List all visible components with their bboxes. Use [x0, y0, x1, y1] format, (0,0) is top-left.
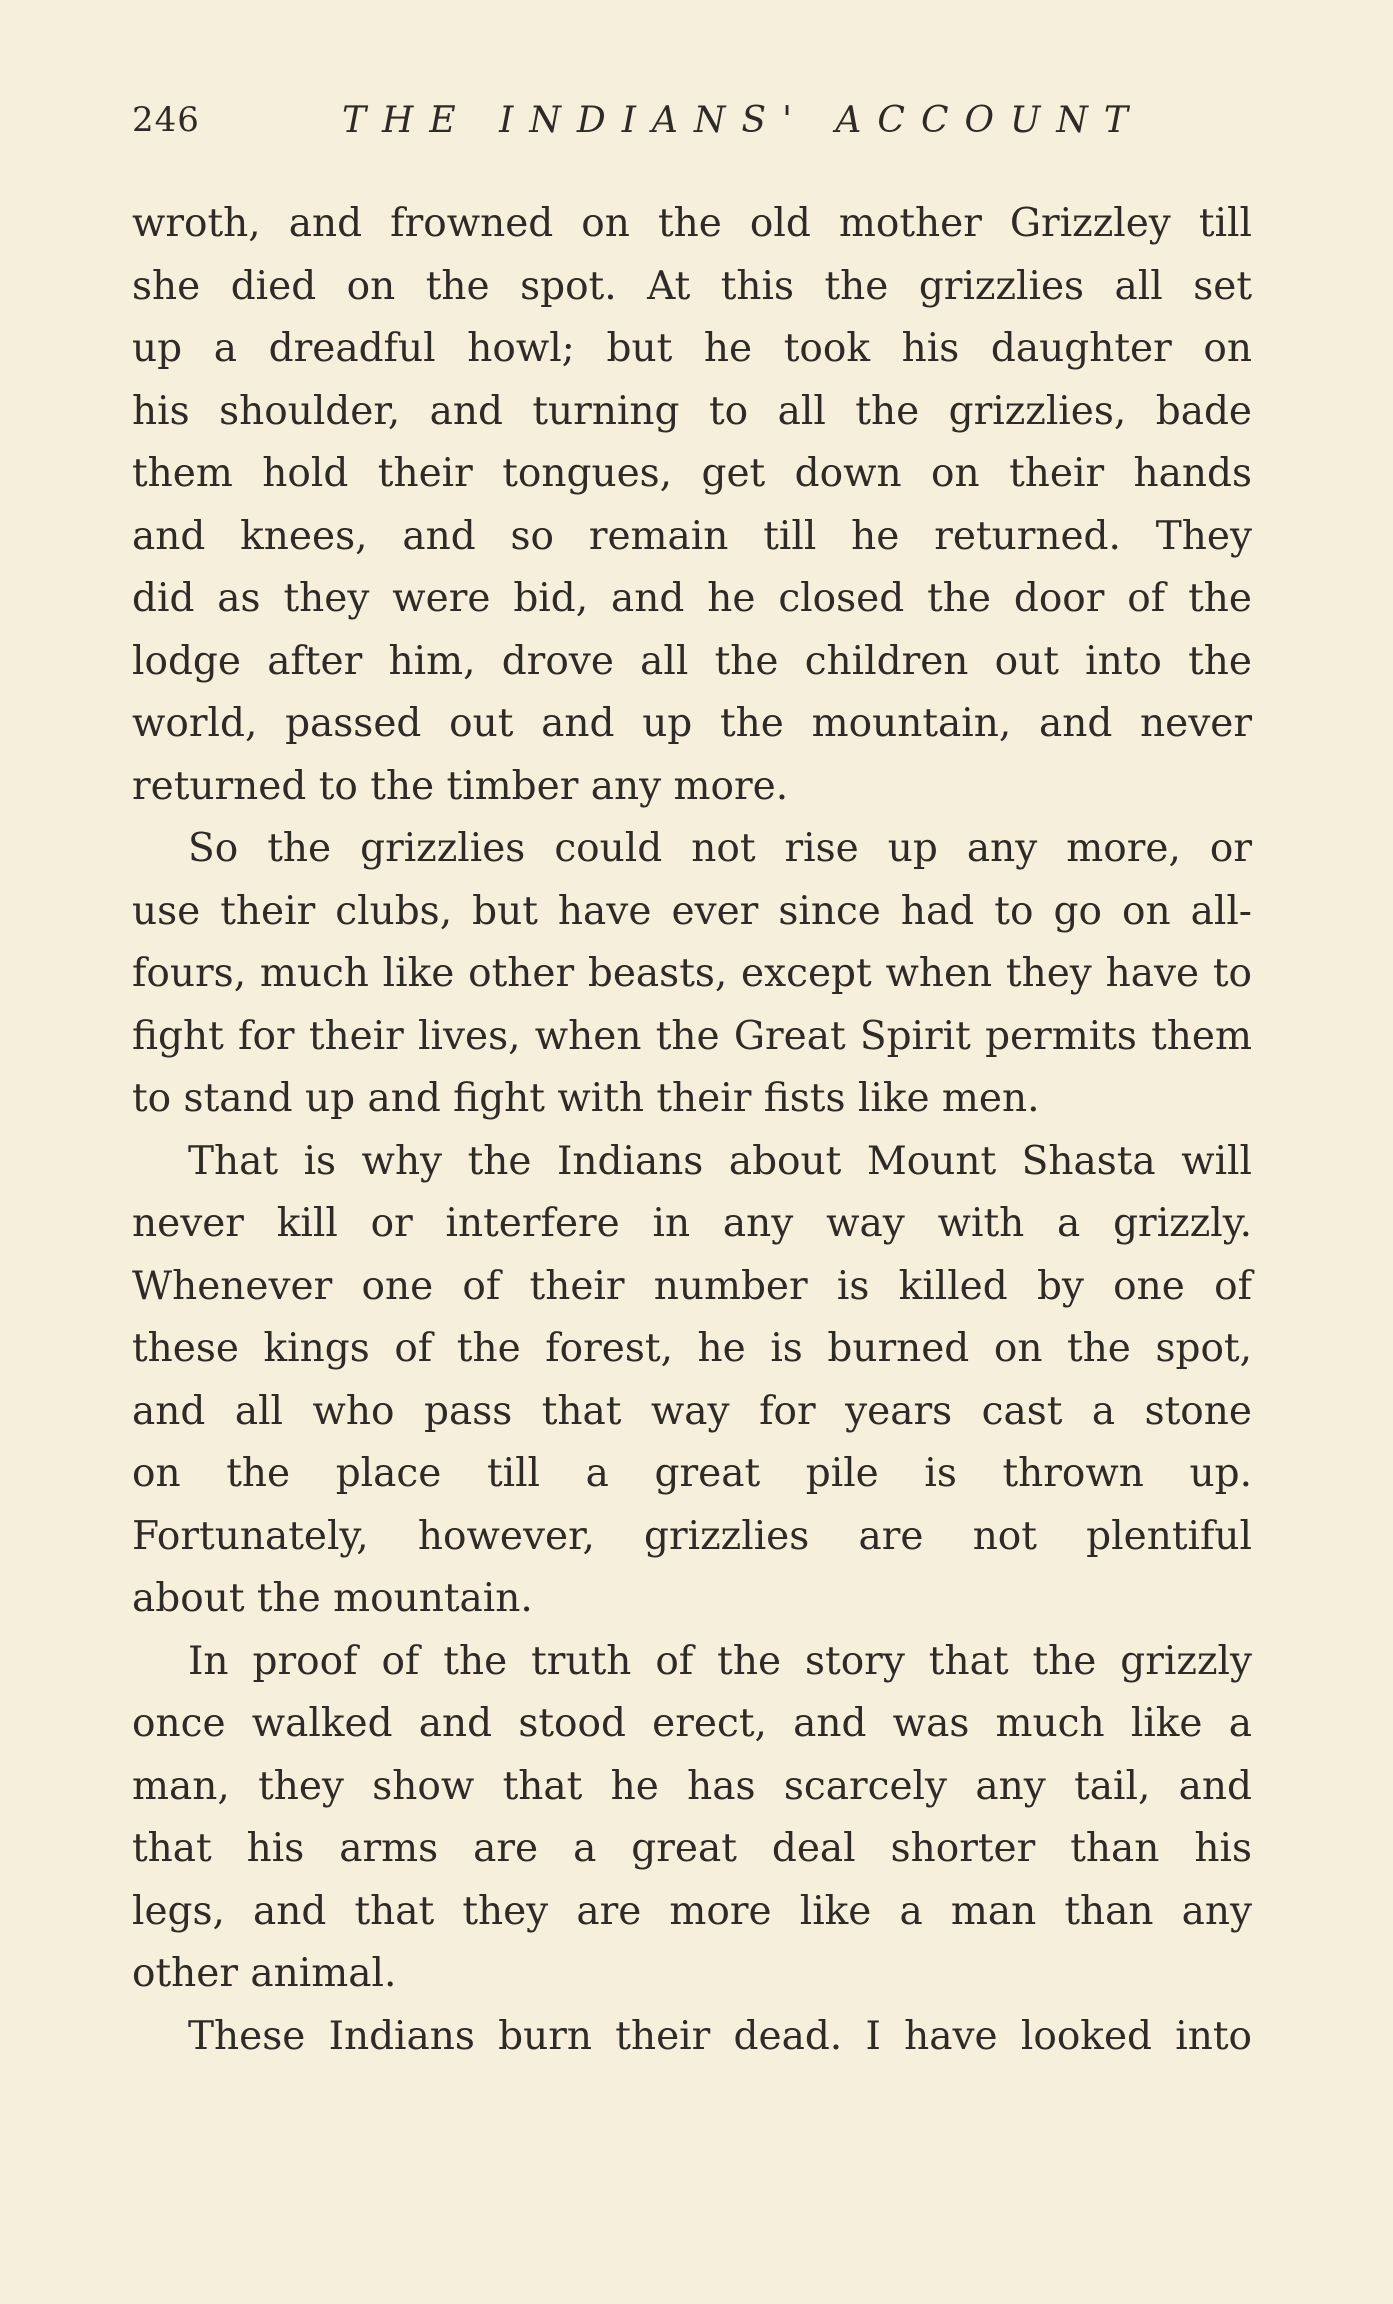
text-line: about the mountain.: [132, 1576, 533, 1621]
page-number: 246: [132, 100, 200, 140]
text-line: Whenever one of their number is killed by one of: [132, 1263, 1252, 1309]
text-line: once walked and stood erect, and was much like a: [132, 1701, 1252, 1746]
text-line: wroth, and frowned on the old mother Grizzley till: [132, 201, 1252, 246]
text-line: did as they were bid, and he closed the door of the: [132, 576, 1252, 621]
text-line: other animal.: [132, 1951, 397, 1996]
text-line: Fortunately, however, grizzlies are not plentiful: [132, 1513, 1252, 1559]
text-line: That is why the Indians about Mount Shasta will: [188, 1138, 1252, 1184]
running-title: THE INDIANS' ACCOUNT: [342, 100, 1144, 141]
body-text: [132, 193, 1252, 2068]
text-line: lodge after him, drove all the children out into the: [132, 638, 1252, 684]
text-line: these kings of the forest, he is burned on the spot,: [132, 1326, 1252, 1371]
text-line: his shoulder, and turning to all the grizzlies, bade: [132, 388, 1252, 434]
text-line: and all who pass that way for years cast a stone: [132, 1388, 1252, 1434]
running-head: [132, 100, 1252, 150]
text-line: These Indians burn their dead. I have looked into: [188, 2013, 1252, 2059]
text-line: use their clubs, but have ever since had to go on all-: [132, 888, 1252, 934]
text-line: returned to the timber any more.: [132, 763, 789, 809]
text-line: man, they show that he has scarcely any tail, and: [132, 1763, 1252, 1809]
text-line: on the place till a great pile is thrown up.: [132, 1451, 1252, 1496]
text-line: legs, and that they are more like a man than any: [132, 1888, 1252, 1934]
text-line: never kill or interfere in any way with a grizzly.: [132, 1201, 1252, 1246]
text-line: she died on the spot. At this the grizzlies all set: [132, 263, 1252, 309]
text-line: In proof of the truth of the story that the grizzly: [188, 1638, 1252, 1684]
text-line: world, passed out and up the mountain, and never: [132, 701, 1252, 746]
text-line: that his arms are a great deal shorter than his: [132, 1826, 1252, 1871]
text-line: up a dreadful howl; but he took his daughter on: [132, 326, 1252, 371]
text-line: So the grizzlies could not rise up any more, or: [188, 826, 1252, 871]
text-line: and knees, and so remain till he returned. They: [132, 513, 1252, 559]
text-line: fours, much like other beasts, except when they have to: [132, 951, 1252, 996]
text-line: to stand up and fight with their fists like men.: [132, 1076, 1040, 1121]
text-line: fight for their lives, when the Great Spirit permits them: [132, 1013, 1252, 1059]
text-line: them hold their tongues, get down on their hands: [132, 451, 1252, 496]
